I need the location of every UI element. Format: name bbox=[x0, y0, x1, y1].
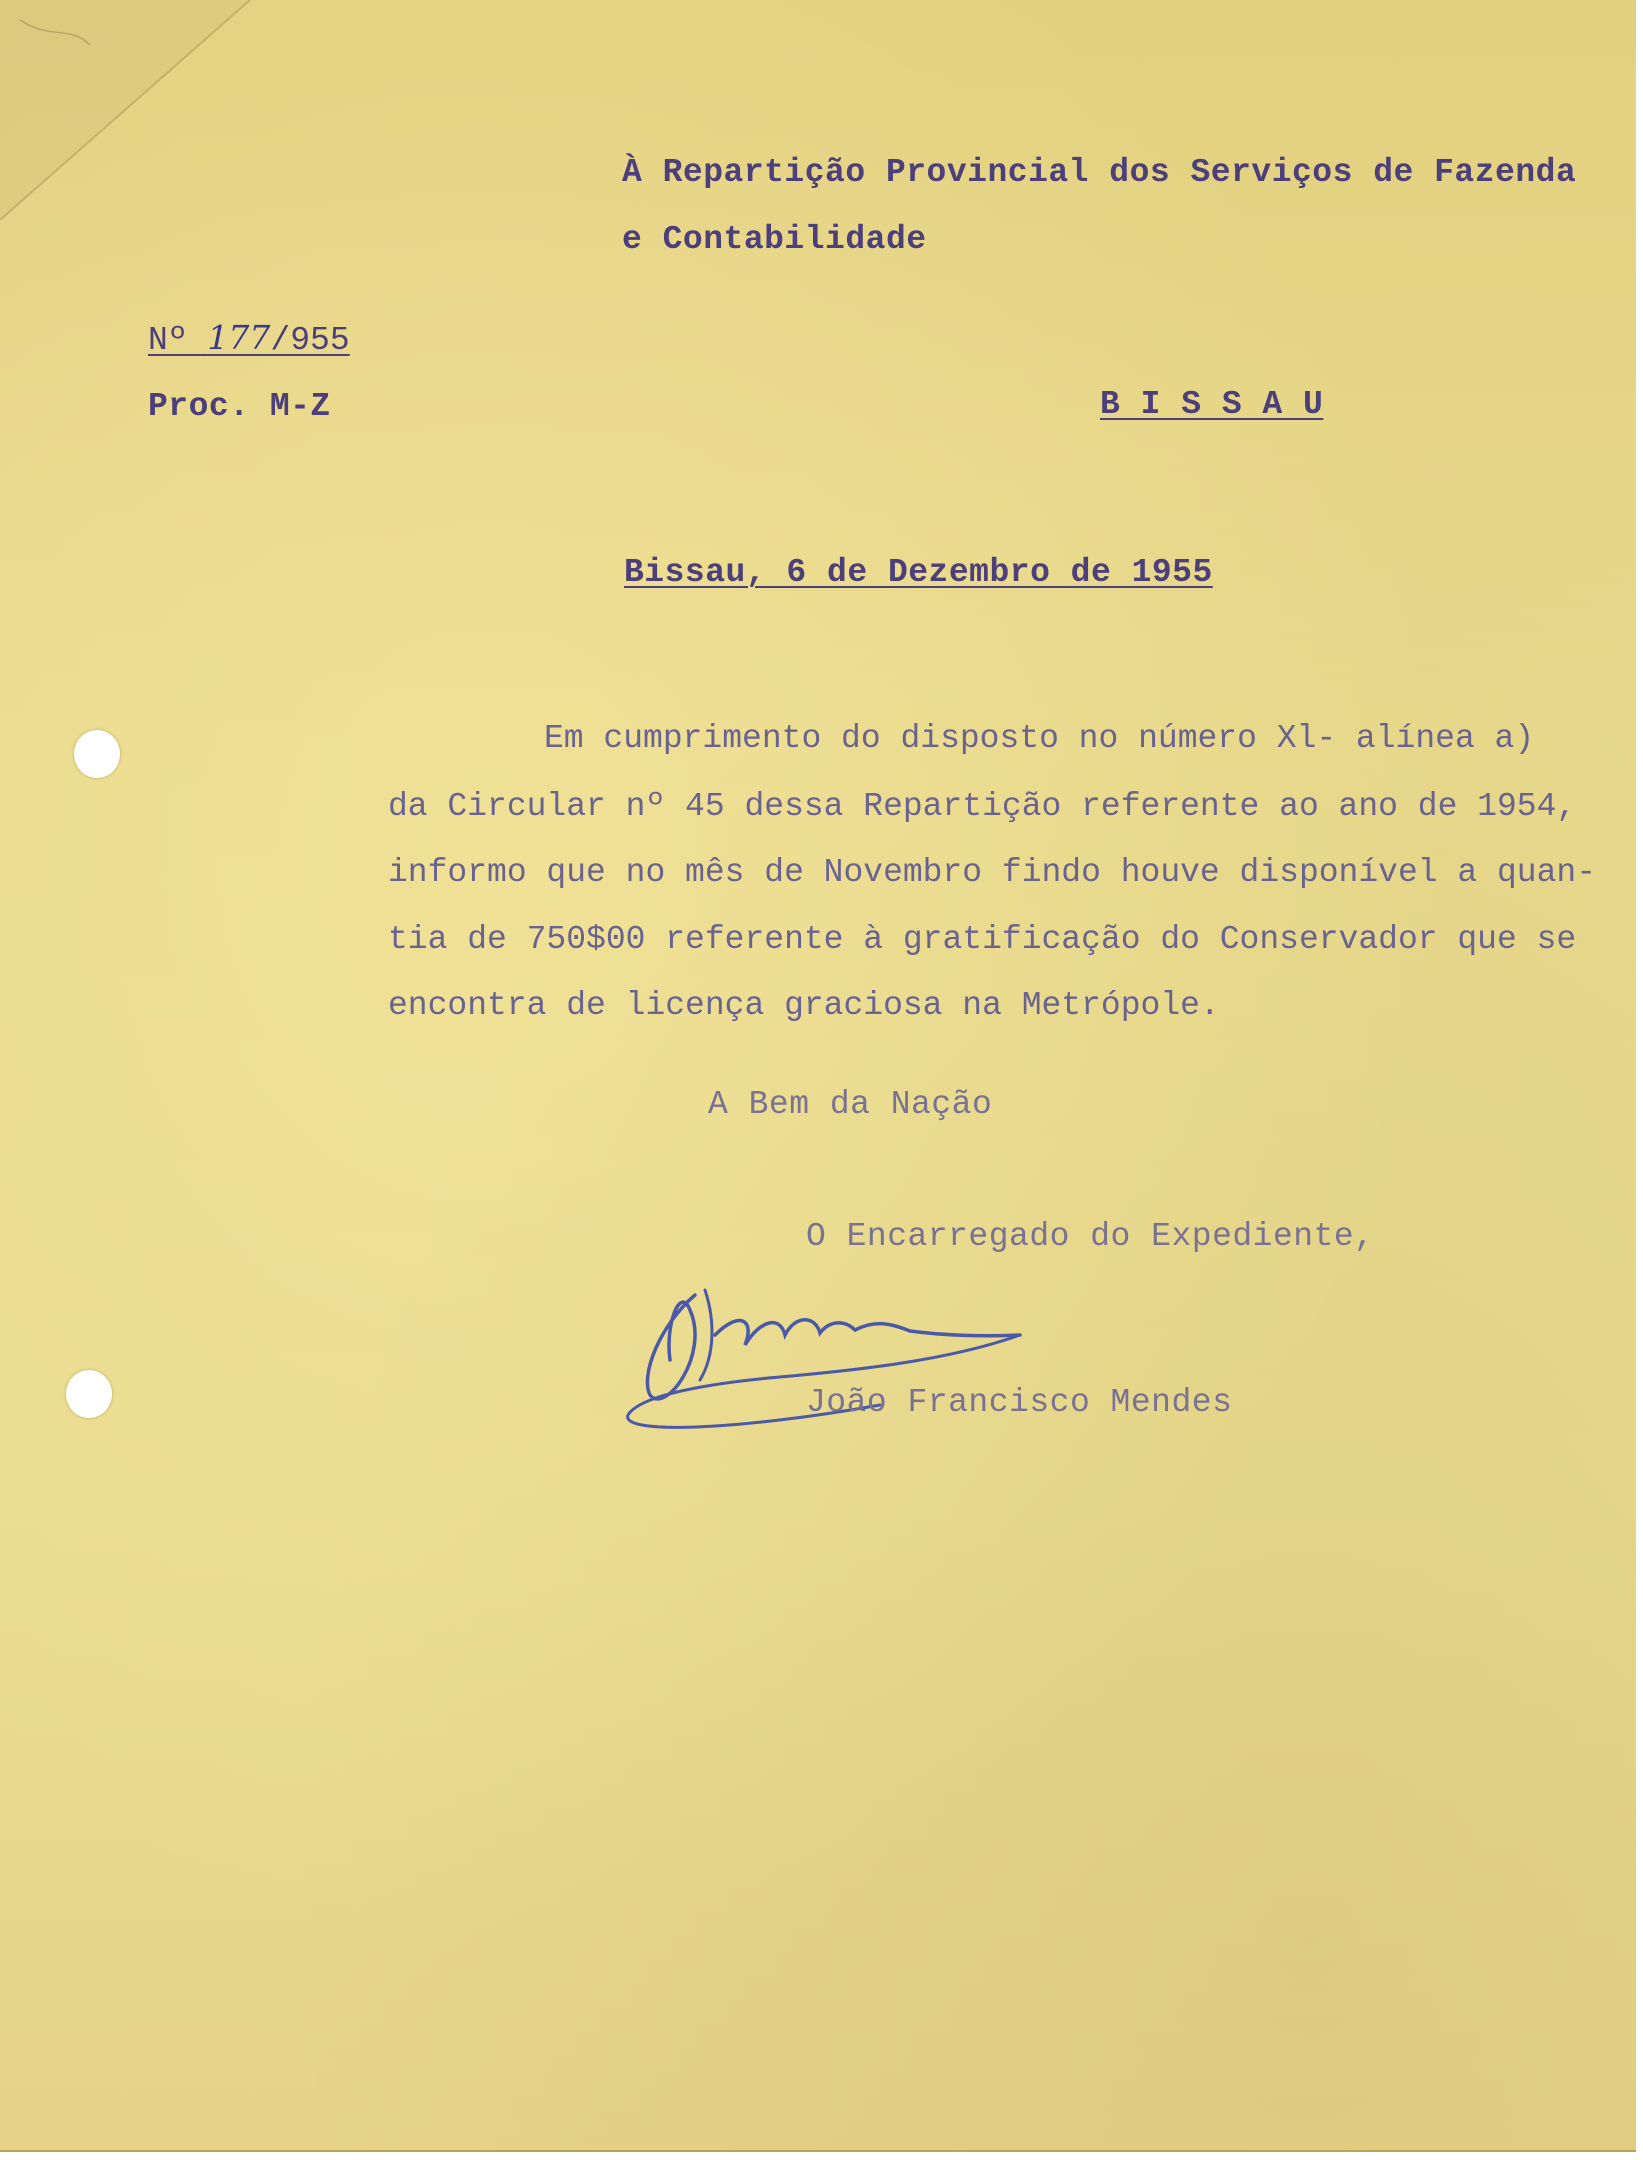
reference-number-handwritten: 177 bbox=[207, 318, 271, 357]
body-line-4: tia de 750$00 referente à gratificação do Conservador que se bbox=[388, 921, 1577, 958]
punch-hole-top bbox=[74, 730, 120, 778]
reference-number-prefix: Nº bbox=[148, 322, 208, 359]
punch-hole-bottom bbox=[66, 1370, 112, 1418]
reference-number bbox=[148, 318, 350, 359]
paper-edge-shadow bbox=[0, 2150, 1636, 2152]
body-line-3: informo que no mês de Novembro findo houve disponível a quan- bbox=[388, 854, 1596, 891]
date-line: Bissau, 6 de Dezembro de 1955 bbox=[624, 554, 1213, 591]
body-line-1: Em cumprimento do disposto no número Xl- alínea a) bbox=[544, 720, 1535, 757]
body-line-5: encontra de licença graciosa na Metrópole. bbox=[388, 987, 1220, 1024]
addressee-line-1: À Repartição Provincial dos Serviços de Fazenda bbox=[622, 154, 1577, 191]
addressee-line-2: e Contabilidade bbox=[622, 221, 927, 258]
folded-corner-mark bbox=[0, 0, 260, 230]
destination-city: B I S S A U bbox=[1100, 386, 1324, 423]
reference-number-year: /955 bbox=[270, 322, 350, 359]
process-reference: Proc. M-Z bbox=[148, 388, 331, 425]
body-line-2: da Circular nº 45 dessa Repartição referente ao ano de 1954, bbox=[388, 788, 1577, 825]
signatory-title: O Encarregado do Expediente, bbox=[806, 1218, 1375, 1255]
closing-salutation: A Bem da Nação bbox=[708, 1086, 993, 1123]
signatory-name: João Francisco Mendes bbox=[806, 1384, 1233, 1421]
